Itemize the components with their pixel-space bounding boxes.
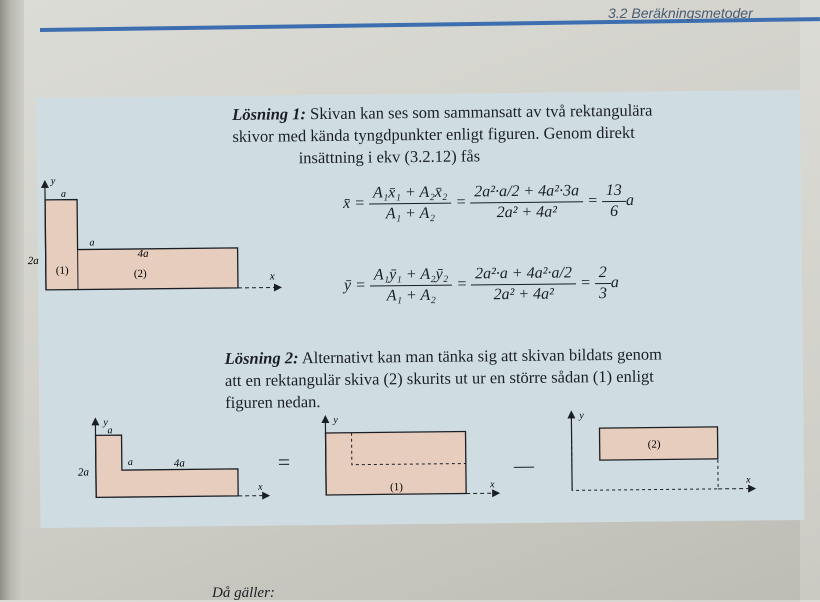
footer-text: Då gäller: <box>212 585 275 602</box>
fig4-x-label: x <box>745 475 751 486</box>
equation-x-bar: x̄ = $\frac{\text{A₁x̄₁ + A₂x̄₂}}{\text{A₁ + A₂}}$ = $\frac{\text{2a²·a/2 + 4a²·3a}}{\text{2a² + 4a²}}$ = $\frac{13}{6}$ a <box>343 182 634 224</box>
fig1-part1: (1) <box>56 265 69 277</box>
eq-x-frac3: $\frac{13}{6}$ <box>602 182 626 221</box>
fig4-part2: (2) <box>648 438 661 450</box>
fig3-y-label: y <box>332 415 338 426</box>
fig1-a-step: a <box>89 237 94 248</box>
solution2-line3: figuren nedan. <box>225 391 321 414</box>
solution1-label: Lösning 1: <box>232 104 306 124</box>
fig1-x-label: x <box>269 271 275 283</box>
fig3-part1: (1) <box>390 481 403 493</box>
solution2-line2: att en rektangulär skiva (2) skurits ut ur en större sådan (1) enligt <box>225 366 654 392</box>
example-box <box>36 90 804 528</box>
fig2-y-label: y <box>102 417 108 428</box>
fig2-4a: 4a <box>174 457 186 469</box>
fig1-2a: 2a <box>28 255 40 267</box>
fig2-a-top: a <box>107 425 112 436</box>
eq-y-frac1: $\frac{\text{A₁ȳ₁ + A₂ȳ₂}}{\text{A₁ + A₂}}$ <box>370 266 453 306</box>
eq-y-lhs: ȳ = <box>344 277 366 294</box>
book-binding-edge <box>0 0 24 600</box>
fig1-4a: 4a <box>138 248 150 260</box>
fig2-2a: 2a <box>78 466 90 478</box>
eq-x-frac1: $\frac{\text{A₁x̄₁ + A₂x̄₂}}{\text{A₁ + A₂}}$ <box>369 184 452 224</box>
solution1-text1: Skivan kan ses som sammansatt av två rektangulära <box>310 101 652 124</box>
solution1-line3: insättning i ekv (3.2.12) fås <box>299 145 481 169</box>
minus-sign: — <box>514 455 534 477</box>
eq-y-frac3: $\frac{2}{3}$ <box>595 264 611 303</box>
figure-3-large-rect <box>309 411 510 513</box>
fig4-y-label: y <box>578 410 584 421</box>
eq-x-frac2: $\frac{\text{2a²·a/2 + 4a²·3a}}{\text{2a² + 4a²}}$ <box>470 182 583 222</box>
fig1-y-label: y <box>50 176 56 187</box>
eq-x-lhs: x̄ = <box>343 195 365 212</box>
figure-4-cut-rect <box>555 406 786 508</box>
eq-y-frac2: $\frac{\text{2a²·a + 4a²·a/2}}{\text{2a² + 4a²}}$ <box>471 264 576 304</box>
fig2-a-step: a <box>128 457 133 468</box>
fig1-a-top: a <box>61 189 66 200</box>
figure-1 <box>37 175 288 298</box>
equation-y-bar: ȳ = $\frac{\text{A₁ȳ₁ + A₂ȳ₂}}{\text{A₁ + A₂}}$ = $\frac{\text{2a²·a + 4a²·a/2}}{\text{2a² + 4a²}}$ = $\frac{2}{3}$ a <box>344 264 619 306</box>
fig2-x-label: x <box>257 482 263 493</box>
section-header: 3.2 Beräkningsmetoder <box>608 5 753 21</box>
solution2-label: Lösning 2: <box>225 348 299 368</box>
equals-sign: = <box>278 451 291 473</box>
fig3-x-label: x <box>489 479 495 490</box>
solution1-line2: skivor med kända tyngdpunkter enligt figuren. Genom direkt <box>232 122 635 148</box>
fig1-part2: (2) <box>134 268 147 280</box>
solution2-text1: Alternativt kan man tänka sig att skivan bildats genom <box>302 344 662 367</box>
figure-2-composite <box>75 414 276 516</box>
